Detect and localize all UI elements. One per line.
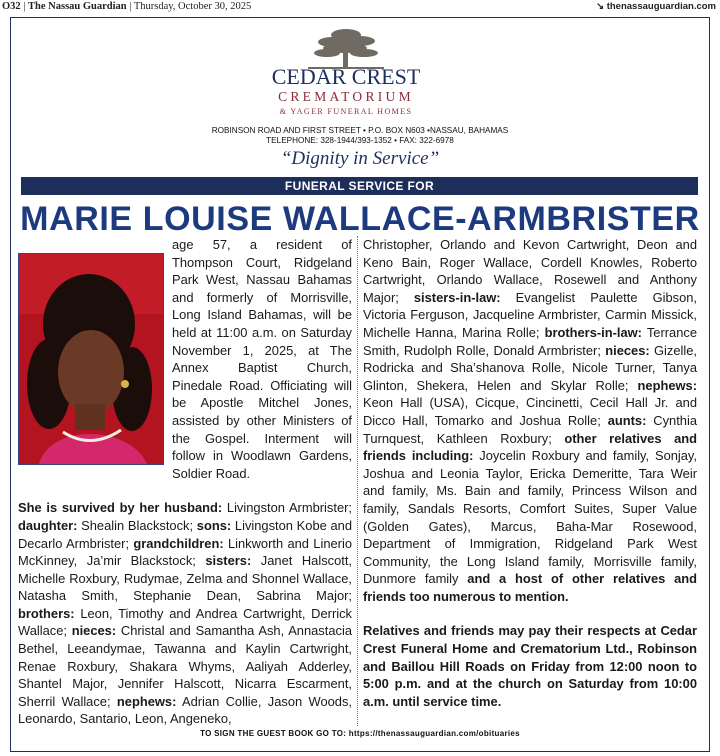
- cedar-crest-logo: [248, 26, 444, 120]
- site-url: thenassauguardian.com: [606, 1, 716, 12]
- header-site[interactable]: [596, 1, 720, 12]
- column-divider: [357, 236, 358, 726]
- nieces-label-right: nieces:: [605, 342, 650, 358]
- sons-label: sons:: [196, 517, 232, 533]
- sisters-label: sisters:: [205, 553, 252, 569]
- page-number: O32: [2, 1, 21, 12]
- newspaper-name: The Nassau Guardian: [28, 1, 127, 12]
- issue-date: Thursday, October 30, 2025: [133, 1, 252, 12]
- header-left: O32 | The Nassau Guardian | Thursday, October 30, 2025: [2, 1, 252, 12]
- portrait-photo: [18, 253, 164, 465]
- logo-line2: CREMATORIUM: [278, 89, 414, 104]
- continued-text: Christopher, Orlando and Kevon Cartwright, Deon and Keno Bain, Roger Wallace, Cordell Knowles, Roberto Cartwright, Orlando Wallace, Rosewell and Anthony Major;: [363, 237, 697, 305]
- nephews-text: Adrian Collie, Jason Woods, Leonardo, Santario, Leon, Angeneko,: [18, 693, 352, 727]
- brothers-in-law-label: brothers-in-law:: [544, 324, 642, 340]
- nephews-text-right: Keon Hall (USA), Cicque, Cincinetti, Cecil Hall Jr. and Dicco Hall, Tomarko and Joshua Rolle;: [363, 395, 697, 428]
- right-column: [363, 236, 697, 710]
- newspaper-header: [0, 0, 720, 13]
- nieces-text: Christal and Samantha Ash, Annastacia Bethel, Leeandymae, Tawanna and Kaylin Cartwright, Renae Roxbury, Shakara Whyms, Aaliyah Adderley, Shantel Major, Jennifer Halscott, Nicarra Escarment, Sherril Wallace;: [18, 623, 352, 709]
- others-text: Joycelin Roxbury and family, Sonjay, Joshua and Leonia Taylor, Ericka Demeritte, Tara Weir and family, Ms. Bain and family, Princess Wilson and family, Sandals Resorts, Comfort Suites, Super Value (Golden Gates), Marcus, Baha-Mar Rosewood, Department of Immigration, Ridgeland Park West Community, the Long Island family, Morrisville family, Dunmore family: [363, 448, 698, 587]
- deceased-name: MARIE LOUISE WALLACE-ARMBRISTER: [20, 200, 700, 238]
- sisters-in-law-label: sisters-in-law:: [413, 289, 501, 305]
- daughter-text: Shealin Blackstock;: [77, 517, 197, 533]
- logo-line1: CEDAR CREST: [271, 64, 421, 89]
- guest-book-link[interactable]: TO SIGN THE GUEST BOOK GO TO: https://thenassauguardian.com/obituaries: [200, 729, 520, 738]
- brothers-label: brothers:: [18, 605, 75, 621]
- nieces-label: nieces:: [71, 623, 117, 639]
- service-banner: FUNERAL SERVICE FOR: [21, 177, 698, 195]
- cedar-tree-icon: [308, 29, 384, 69]
- nieces-text-right: Gizelle, Rodricka and Sha’shanova Rolle, Nicole Turner, Tanya Glinton, Shekera, Helen and Skylar Rolle;: [363, 342, 697, 393]
- host-text: and a host of other relatives and friends too numerous to mention.: [363, 571, 697, 604]
- sisters-in-law-text: Evangelist Paulette Gibson, Victoria Ferguson, Jacqueline Armbrister, Carmin Missick, Michelle Hanna, Marina Rolle;: [363, 289, 697, 340]
- motto: “Dignity in Service”: [280, 148, 440, 169]
- contact-phones: TELEPHONE: 328-1944/393-1352 • FAX: 322-6978: [266, 136, 454, 145]
- viewing-text: Relatives and friends may pay their respects at Cedar Crest Funeral Home and Crematorium Ltd., Robinson and Baillou Hill Roads on Friday from 12:00 noon to 5:00 p.m. and at the church on Saturday from 10:00 a.m. until service time.: [363, 623, 697, 709]
- left-column: [18, 236, 352, 728]
- brothers-text: Leon, Timothy and Andrea Cartwright, Derrick Wallace;: [18, 605, 352, 639]
- arrow-icon: ↘: [596, 1, 605, 12]
- grandchildren-label: grandchildren:: [133, 535, 224, 551]
- nephews-label: nephews:: [116, 693, 177, 709]
- sisters-text: Janet Halscott, Michelle Roxbury, Rudymae, Zelma and Shonnel Wallace, Natasha Smith, Stephanie Dean, Sabrina Major;: [18, 553, 353, 604]
- others-label: other relatives and friends including:: [363, 430, 698, 464]
- aunts-label: aunts:: [607, 412, 647, 428]
- survived-label: She is survived by her husband:: [18, 500, 223, 516]
- nephews-label-right: nephews:: [637, 377, 697, 393]
- grandchildren-text: Linkworth and Linerio McKinney, Ja’mir Blackstock;: [18, 535, 352, 569]
- sons-text: Livingston Kobe and Decarlo Armbrister;: [18, 517, 353, 551]
- survived-text: Livingston Armbrister;: [222, 500, 352, 516]
- aunts-text: Cynthia Turnquest, Kathleen Roxbury;: [363, 412, 697, 446]
- logo-line3: & YAGER FUNERAL HOMES: [279, 107, 413, 116]
- daughter-label: daughter:: [18, 517, 78, 533]
- contact-address: ROBINSON ROAD AND FIRST STREET • P.O. BOX N603 •NASSAU, BAHAMAS: [211, 126, 509, 135]
- brothers-in-law-text: Terrance Smith, Rudolph Rolle, Donald Armbrister;: [363, 324, 697, 358]
- intro-text: age 57, a resident of Thompson Court, Ridgeland Park West, Nassau Bahamas and formerly of Morrisville, Long Island Bahamas, will be held at 11:00 a.m. on Saturday November 1, 2025, at The Annex Baptist Church, Pinedale Road. Officiating will be Apostle Mitchel Jones, assisted by other Ministers of the Gospel. Interment will follow in Woodlawn Gardens, Soldier Road.: [172, 237, 352, 481]
